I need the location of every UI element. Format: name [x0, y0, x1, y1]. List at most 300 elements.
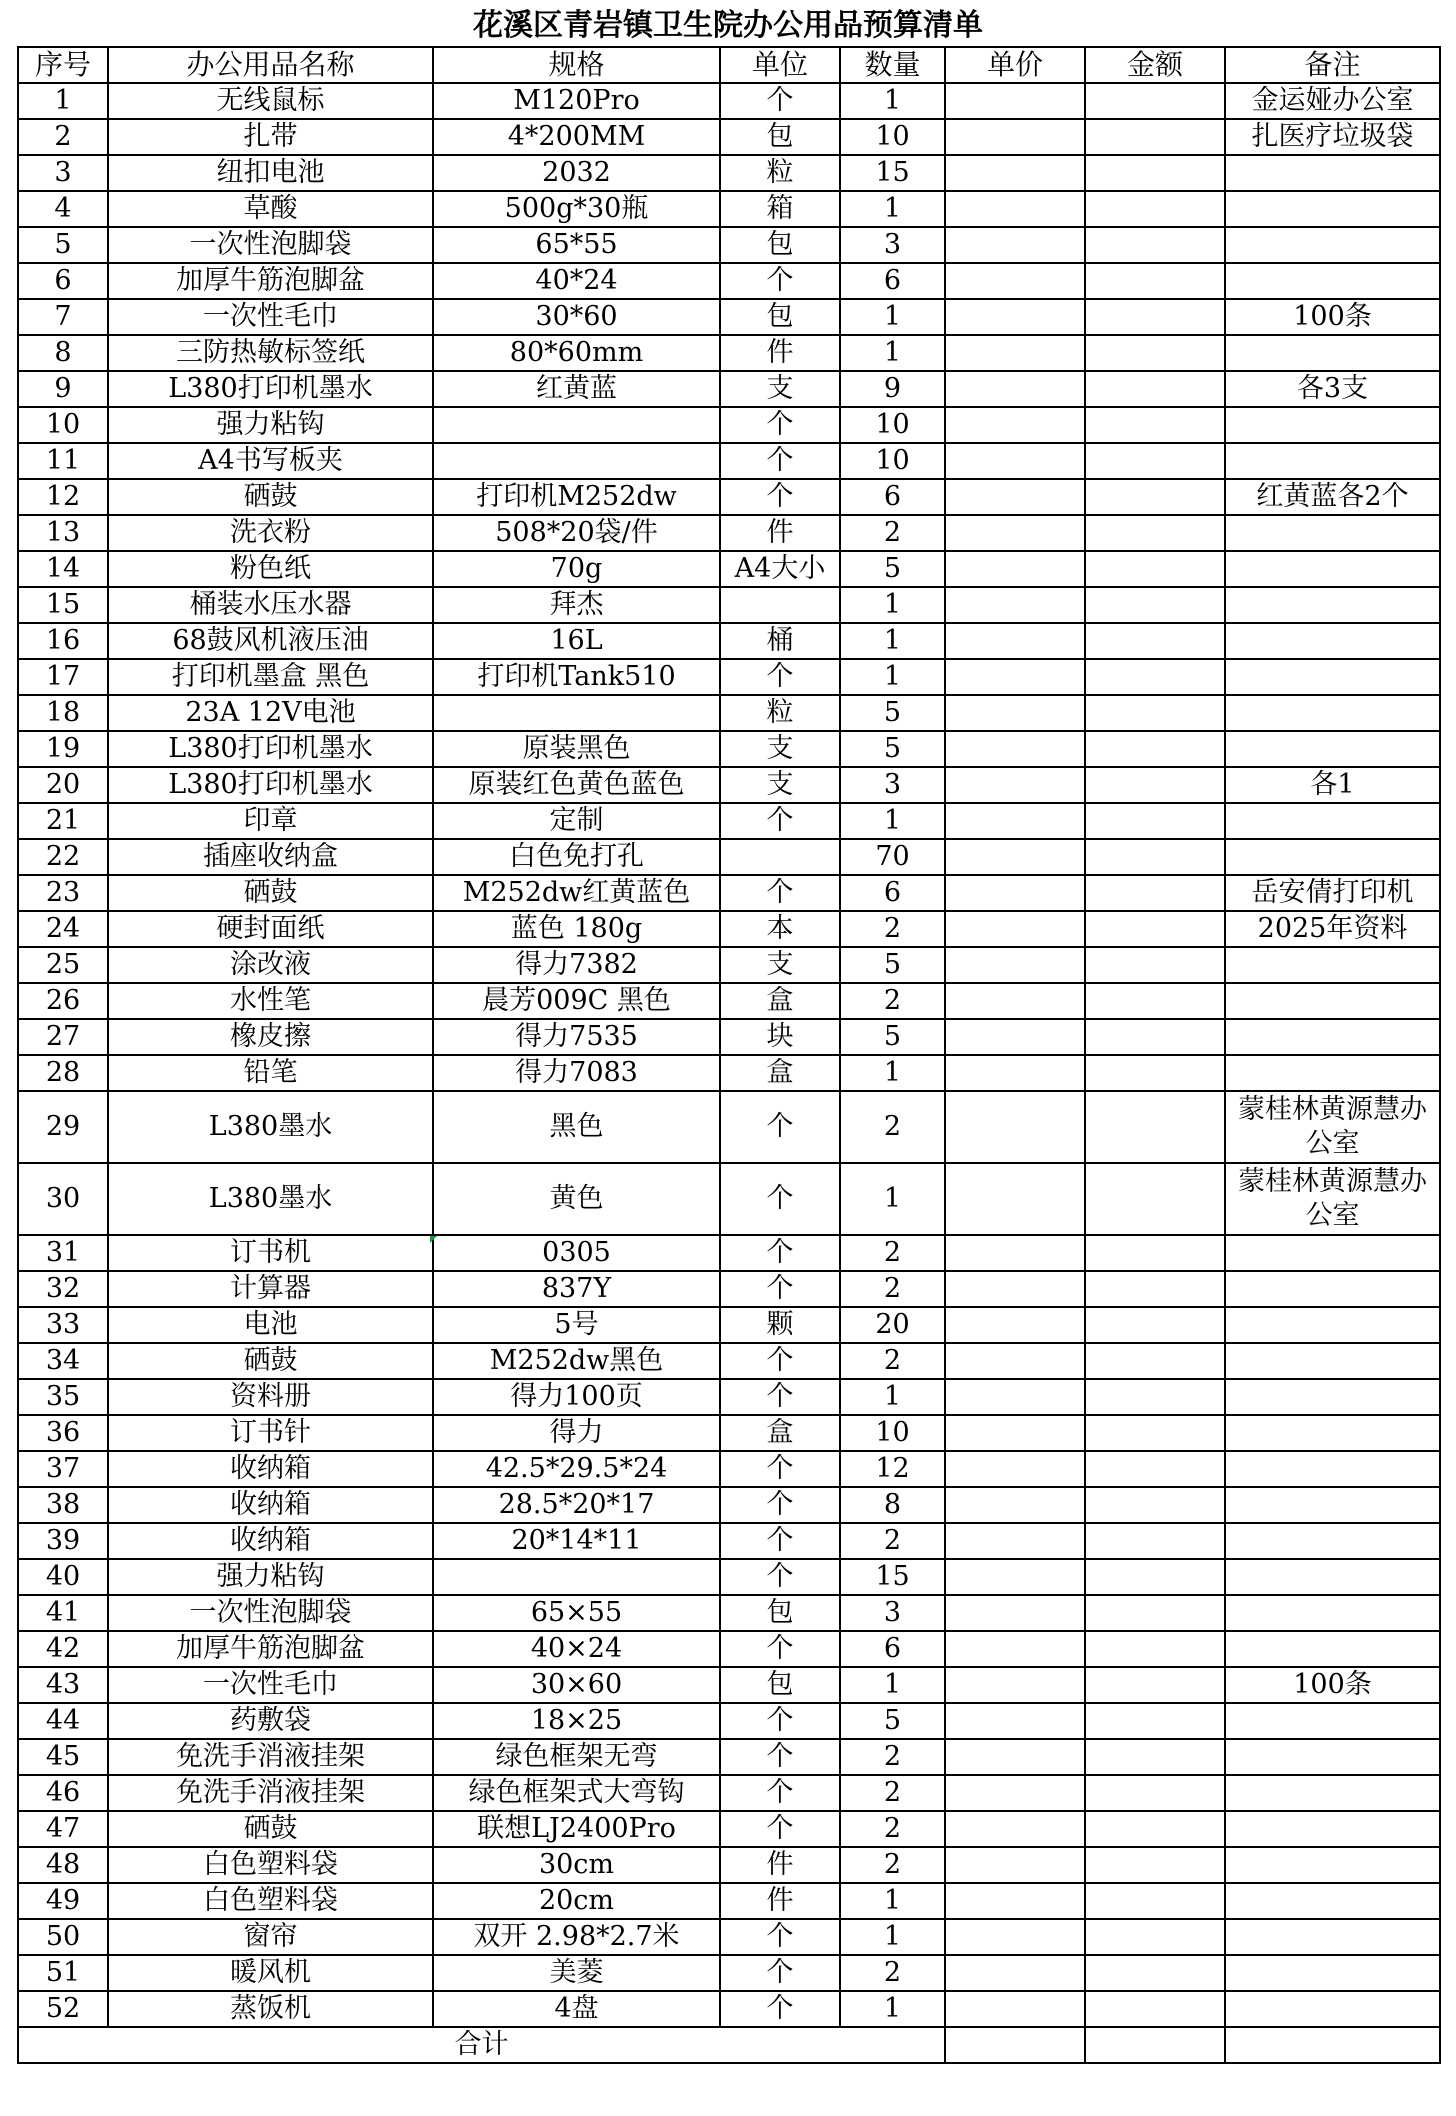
row-number: 18 — [18, 695, 108, 731]
item-amount — [1085, 803, 1225, 839]
item-unit: 包 — [720, 227, 840, 263]
item-note — [1225, 335, 1440, 371]
item-qty: 1 — [840, 1667, 945, 1703]
item-spec: 20cm — [433, 1883, 720, 1919]
item-qty: 10 — [840, 119, 945, 155]
item-name: 无线鼠标 — [108, 83, 433, 119]
item-price — [945, 479, 1085, 515]
row-number: 17 — [18, 659, 108, 695]
item-price — [945, 1487, 1085, 1523]
item-qty: 3 — [840, 767, 945, 803]
item-amount — [1085, 515, 1225, 551]
item-spec: 40×24 — [433, 1631, 720, 1667]
item-spec — [433, 695, 720, 731]
item-note — [1225, 515, 1440, 551]
table-row — [18, 1955, 1440, 1991]
item-note — [1225, 1343, 1440, 1379]
row-number: 29 — [18, 1091, 108, 1163]
row-number: 5 — [18, 227, 108, 263]
item-name: 23A 12V电池 — [108, 695, 433, 731]
item-spec: 5号 — [433, 1307, 720, 1343]
item-unit: 本 — [720, 911, 840, 947]
table-row — [18, 1091, 1440, 1163]
item-qty: 2 — [840, 1235, 945, 1271]
item-spec: 拜杰 — [433, 587, 720, 623]
item-qty: 12 — [840, 1451, 945, 1487]
item-name: 收纳箱 — [108, 1523, 433, 1559]
item-price — [945, 551, 1085, 587]
row-number: 14 — [18, 551, 108, 587]
item-name: 强力粘钩 — [108, 407, 433, 443]
item-amount — [1085, 479, 1225, 515]
row-number: 27 — [18, 1019, 108, 1055]
table-row — [18, 1991, 1440, 2027]
item-note — [1225, 1631, 1440, 1667]
table-row — [18, 1271, 1440, 1307]
header-qty: 数量 — [840, 47, 945, 83]
item-amount — [1085, 83, 1225, 119]
item-note — [1225, 155, 1440, 191]
item-qty: 1 — [840, 1163, 945, 1235]
item-unit: 包 — [720, 119, 840, 155]
item-qty: 1 — [840, 803, 945, 839]
item-note: 2025年资料 — [1225, 911, 1440, 947]
total-amount-cell — [1085, 2027, 1225, 2063]
table-row — [18, 1559, 1440, 1595]
item-unit: 个 — [720, 263, 840, 299]
item-note: 各1 — [1225, 767, 1440, 803]
table-row — [18, 803, 1440, 839]
item-qty: 1 — [840, 623, 945, 659]
item-qty: 5 — [840, 551, 945, 587]
item-unit: 个 — [720, 443, 840, 479]
item-price — [945, 1055, 1085, 1091]
item-price — [945, 335, 1085, 371]
table-row — [18, 875, 1440, 911]
row-number: 25 — [18, 947, 108, 983]
item-amount — [1085, 695, 1225, 731]
item-amount — [1085, 1919, 1225, 1955]
item-name: 订书针 — [108, 1415, 433, 1451]
item-price — [945, 803, 1085, 839]
item-name: 一次性毛巾 — [108, 299, 433, 335]
item-price — [945, 875, 1085, 911]
item-unit: 个 — [720, 1091, 840, 1163]
item-spec — [433, 1559, 720, 1595]
item-price — [945, 1919, 1085, 1955]
item-name: 一次性泡脚袋 — [108, 227, 433, 263]
item-unit: 个 — [720, 83, 840, 119]
table-row — [18, 695, 1440, 731]
item-qty: 2 — [840, 1811, 945, 1847]
item-amount — [1085, 263, 1225, 299]
item-unit: 个 — [720, 659, 840, 695]
item-amount — [1085, 1487, 1225, 1523]
item-note — [1225, 1559, 1440, 1595]
item-amount — [1085, 1163, 1225, 1235]
item-note: 100条 — [1225, 1667, 1440, 1703]
item-spec: 得力7535 — [433, 1019, 720, 1055]
item-note: 蒙桂林黄源慧办公室 — [1225, 1163, 1440, 1235]
item-unit: 个 — [720, 803, 840, 839]
item-spec: 绿色框架式大弯钩 — [433, 1775, 720, 1811]
row-number: 12 — [18, 479, 108, 515]
table-row — [18, 1811, 1440, 1847]
item-name: 硒鼓 — [108, 1811, 433, 1847]
table-row — [18, 227, 1440, 263]
item-unit: 包 — [720, 299, 840, 335]
item-amount — [1085, 1991, 1225, 2027]
item-name: 铅笔 — [108, 1055, 433, 1091]
item-spec: 500g*30瓶 — [433, 191, 720, 227]
item-unit: 颗 — [720, 1307, 840, 1343]
item-note — [1225, 1595, 1440, 1631]
item-unit — [720, 839, 840, 875]
table-row — [18, 443, 1440, 479]
item-amount — [1085, 1955, 1225, 1991]
table-row — [18, 335, 1440, 371]
item-unit: 支 — [720, 731, 840, 767]
total-row — [18, 2027, 1440, 2063]
item-unit: 件 — [720, 335, 840, 371]
item-price — [945, 1883, 1085, 1919]
item-unit: 桶 — [720, 623, 840, 659]
item-name: 68鼓风机液压油 — [108, 623, 433, 659]
item-price — [945, 1379, 1085, 1415]
item-unit: 盒 — [720, 1415, 840, 1451]
item-unit: 个 — [720, 1703, 840, 1739]
item-spec: 红黄蓝 — [433, 371, 720, 407]
item-unit: 件 — [720, 1847, 840, 1883]
item-qty: 5 — [840, 1703, 945, 1739]
item-price — [945, 263, 1085, 299]
item-name: 涂改液 — [108, 947, 433, 983]
item-qty: 2 — [840, 1775, 945, 1811]
item-name: 一次性泡脚袋 — [108, 1595, 433, 1631]
item-amount — [1085, 335, 1225, 371]
item-name: 硒鼓 — [108, 1343, 433, 1379]
item-price — [945, 1523, 1085, 1559]
item-price — [945, 1775, 1085, 1811]
item-name: 收纳箱 — [108, 1451, 433, 1487]
item-note: 扎医疗垃圾袋 — [1225, 119, 1440, 155]
item-qty: 3 — [840, 1595, 945, 1631]
page-title: 花溪区青岩镇卫生院办公用品预算清单 — [473, 8, 983, 43]
item-unit: A4大小 — [720, 551, 840, 587]
item-name: 粉色纸 — [108, 551, 433, 587]
table-row — [18, 263, 1440, 299]
item-qty: 5 — [840, 731, 945, 767]
item-price — [945, 623, 1085, 659]
item-note: 蒙桂林黄源慧办公室 — [1225, 1091, 1440, 1163]
table-row — [18, 551, 1440, 587]
table-row — [18, 1595, 1440, 1631]
header-name: 办公用品名称 — [108, 47, 433, 83]
item-unit: 个 — [720, 1271, 840, 1307]
item-qty: 6 — [840, 263, 945, 299]
row-number: 50 — [18, 1919, 108, 1955]
item-price — [945, 1235, 1085, 1271]
item-unit: 个 — [720, 1343, 840, 1379]
item-amount — [1085, 407, 1225, 443]
item-note — [1225, 1847, 1440, 1883]
item-name: 印章 — [108, 803, 433, 839]
table-row — [18, 1487, 1440, 1523]
item-name: 扎带 — [108, 119, 433, 155]
item-amount — [1085, 1379, 1225, 1415]
item-amount — [1085, 1811, 1225, 1847]
item-amount — [1085, 1523, 1225, 1559]
item-qty: 2 — [840, 1271, 945, 1307]
item-unit: 个 — [720, 1235, 840, 1271]
table-row — [18, 587, 1440, 623]
item-qty: 1 — [840, 191, 945, 227]
item-amount — [1085, 1415, 1225, 1451]
item-qty: 1 — [840, 587, 945, 623]
item-note — [1225, 1271, 1440, 1307]
row-number: 40 — [18, 1559, 108, 1595]
table-row — [18, 1631, 1440, 1667]
table-row — [18, 731, 1440, 767]
header-amount: 金额 — [1085, 47, 1225, 83]
row-number: 51 — [18, 1955, 108, 1991]
item-amount — [1085, 551, 1225, 587]
item-note — [1225, 443, 1440, 479]
row-number: 24 — [18, 911, 108, 947]
item-qty: 70 — [840, 839, 945, 875]
table-row — [18, 947, 1440, 983]
item-spec: 30*60 — [433, 299, 720, 335]
row-number: 38 — [18, 1487, 108, 1523]
item-unit: 个 — [720, 1631, 840, 1667]
item-qty: 2 — [840, 515, 945, 551]
item-note — [1225, 1019, 1440, 1055]
item-price — [945, 1847, 1085, 1883]
table-row — [18, 1667, 1440, 1703]
table-row — [18, 299, 1440, 335]
item-qty: 9 — [840, 371, 945, 407]
item-name: 蒸饭机 — [108, 1991, 433, 2027]
item-spec: 晨芳009C 黑色 — [433, 983, 720, 1019]
item-spec: 得力7382 — [433, 947, 720, 983]
table-row — [18, 1451, 1440, 1487]
item-price — [945, 731, 1085, 767]
item-amount — [1085, 1559, 1225, 1595]
item-spec: M120Pro — [433, 83, 720, 119]
item-qty: 6 — [840, 875, 945, 911]
item-spec: 得力7083 — [433, 1055, 720, 1091]
item-spec: 4*200MM — [433, 119, 720, 155]
row-number: 8 — [18, 335, 108, 371]
item-price — [945, 515, 1085, 551]
table-row — [18, 659, 1440, 695]
item-price — [945, 947, 1085, 983]
item-note — [1225, 1379, 1440, 1415]
row-number: 45 — [18, 1739, 108, 1775]
row-number: 11 — [18, 443, 108, 479]
item-note — [1225, 695, 1440, 731]
row-number: 41 — [18, 1595, 108, 1631]
item-amount — [1085, 443, 1225, 479]
table-row — [18, 839, 1440, 875]
item-name: L380打印机墨水 — [108, 767, 433, 803]
table-row — [18, 1847, 1440, 1883]
item-spec: 原装红色黄色蓝色 — [433, 767, 720, 803]
item-qty: 10 — [840, 443, 945, 479]
item-unit: 个 — [720, 1163, 840, 1235]
item-amount — [1085, 1667, 1225, 1703]
row-number: 21 — [18, 803, 108, 839]
item-note — [1225, 1055, 1440, 1091]
item-unit: 个 — [720, 479, 840, 515]
row-number: 33 — [18, 1307, 108, 1343]
item-amount — [1085, 1595, 1225, 1631]
row-number: 36 — [18, 1415, 108, 1451]
item-spec: 联想LJ2400Pro — [433, 1811, 720, 1847]
item-amount — [1085, 587, 1225, 623]
item-spec: 白色免打孔 — [433, 839, 720, 875]
item-spec: 16L — [433, 623, 720, 659]
item-qty: 2 — [840, 1739, 945, 1775]
item-spec: 837Y — [433, 1271, 720, 1307]
table-row — [18, 983, 1440, 1019]
item-name: 药敷袋 — [108, 1703, 433, 1739]
item-note — [1225, 623, 1440, 659]
item-price — [945, 1307, 1085, 1343]
item-spec — [433, 407, 720, 443]
item-unit: 个 — [720, 1955, 840, 1991]
item-qty: 10 — [840, 407, 945, 443]
item-amount — [1085, 1883, 1225, 1919]
item-note — [1225, 1955, 1440, 1991]
item-price — [945, 1703, 1085, 1739]
item-price — [945, 119, 1085, 155]
item-qty: 8 — [840, 1487, 945, 1523]
item-qty: 1 — [840, 1991, 945, 2027]
item-price — [945, 1739, 1085, 1775]
item-spec: 定制 — [433, 803, 720, 839]
item-amount — [1085, 731, 1225, 767]
row-number: 10 — [18, 407, 108, 443]
item-qty: 15 — [840, 1559, 945, 1595]
item-amount — [1085, 1343, 1225, 1379]
table-row — [18, 1055, 1440, 1091]
item-unit: 件 — [720, 515, 840, 551]
item-amount — [1085, 1631, 1225, 1667]
item-note — [1225, 263, 1440, 299]
item-unit: 个 — [720, 407, 840, 443]
row-number: 34 — [18, 1343, 108, 1379]
item-spec: 30cm — [433, 1847, 720, 1883]
row-number: 48 — [18, 1847, 108, 1883]
item-qty: 2 — [840, 1847, 945, 1883]
row-number: 19 — [18, 731, 108, 767]
row-number: 43 — [18, 1667, 108, 1703]
item-price — [945, 155, 1085, 191]
table-row — [18, 407, 1440, 443]
item-spec: 80*60mm — [433, 335, 720, 371]
table-row — [18, 83, 1440, 119]
row-number: 7 — [18, 299, 108, 335]
item-note — [1225, 1487, 1440, 1523]
item-note — [1225, 983, 1440, 1019]
item-price — [945, 695, 1085, 731]
item-unit: 个 — [720, 1919, 840, 1955]
item-name: 加厚牛筋泡脚盆 — [108, 263, 433, 299]
item-amount — [1085, 947, 1225, 983]
item-price — [945, 1451, 1085, 1487]
item-name: 强力粘钩 — [108, 1559, 433, 1595]
item-price — [945, 839, 1085, 875]
item-unit: 盒 — [720, 983, 840, 1019]
item-name: 窗帘 — [108, 1919, 433, 1955]
item-qty: 2 — [840, 911, 945, 947]
table-row — [18, 623, 1440, 659]
total-label: 合计 — [18, 2027, 945, 2063]
item-note — [1225, 1307, 1440, 1343]
row-number: 13 — [18, 515, 108, 551]
item-amount — [1085, 191, 1225, 227]
item-price — [945, 1955, 1085, 1991]
item-note — [1225, 1883, 1440, 1919]
item-spec: 42.5*29.5*24 — [433, 1451, 720, 1487]
row-number: 37 — [18, 1451, 108, 1487]
item-price — [945, 1667, 1085, 1703]
total-note-cell — [1225, 2027, 1440, 2063]
table-row — [18, 1343, 1440, 1379]
item-unit: 粒 — [720, 695, 840, 731]
item-note — [1225, 659, 1440, 695]
item-price — [945, 1163, 1085, 1235]
table-row — [18, 1739, 1440, 1775]
item-amount — [1085, 1739, 1225, 1775]
cell-comment-marker — [430, 1236, 437, 1243]
item-price — [945, 587, 1085, 623]
item-price — [945, 1631, 1085, 1667]
table-body — [18, 83, 1440, 2027]
item-unit: 个 — [720, 1523, 840, 1559]
row-number: 1 — [18, 83, 108, 119]
item-amount — [1085, 911, 1225, 947]
item-unit: 箱 — [720, 191, 840, 227]
row-number: 15 — [18, 587, 108, 623]
item-name: 硒鼓 — [108, 479, 433, 515]
item-qty: 10 — [840, 1415, 945, 1451]
item-amount — [1085, 227, 1225, 263]
item-price — [945, 191, 1085, 227]
item-qty: 5 — [840, 947, 945, 983]
item-name: 一次性毛巾 — [108, 1667, 433, 1703]
table-row — [18, 1235, 1440, 1271]
item-qty: 1 — [840, 335, 945, 371]
item-unit: 包 — [720, 1667, 840, 1703]
item-qty: 1 — [840, 1919, 945, 1955]
item-price — [945, 371, 1085, 407]
item-spec: 打印机Tank510 — [433, 659, 720, 695]
item-qty: 1 — [840, 299, 945, 335]
item-qty: 20 — [840, 1307, 945, 1343]
item-spec: 蓝色 180g — [433, 911, 720, 947]
item-note: 红黄蓝各2个 — [1225, 479, 1440, 515]
item-spec: 美菱 — [433, 1955, 720, 1991]
table-header-row — [18, 47, 1440, 83]
item-amount — [1085, 659, 1225, 695]
item-price — [945, 1415, 1085, 1451]
item-name: 计算器 — [108, 1271, 433, 1307]
row-number: 31 — [18, 1235, 108, 1271]
item-unit: 个 — [720, 1991, 840, 2027]
table-row — [18, 1379, 1440, 1415]
